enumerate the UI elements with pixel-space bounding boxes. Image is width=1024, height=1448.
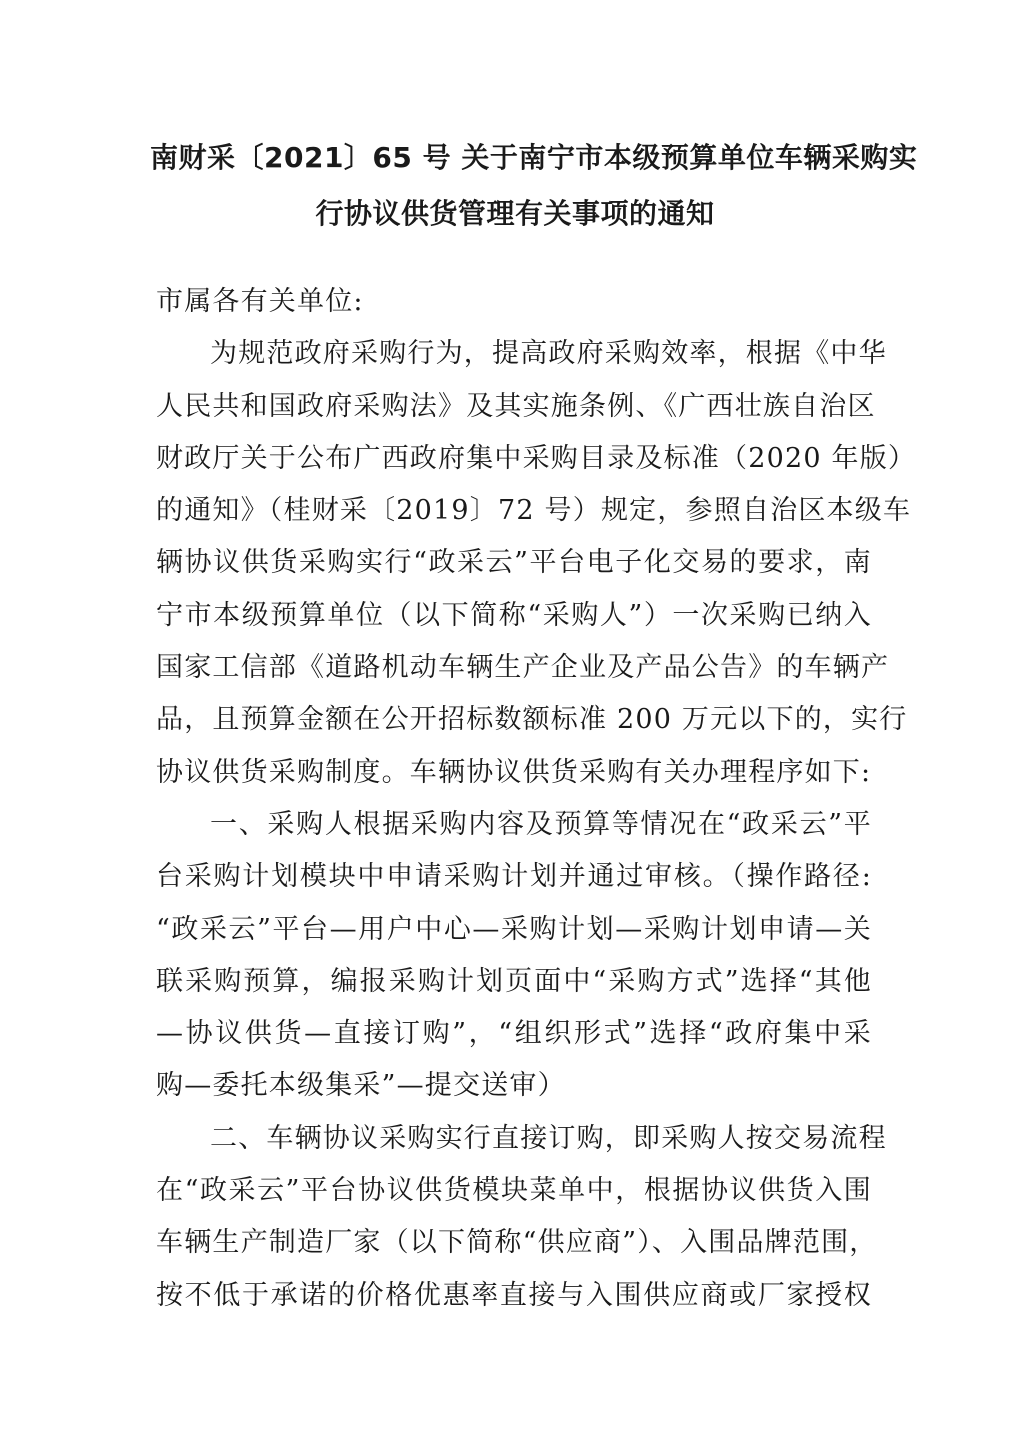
body-line: 人民共和国政府采购法》及其实施条例、《广西壮族自治区: [156, 390, 876, 422]
body-line: —协议供货—直接订购”，“组织形式”选择“政府集中采: [156, 1018, 872, 1050]
body-line: 台采购计划模块中申请采购计划并通过审核。（操作路径:: [156, 861, 872, 893]
title-line: 行协议供货管理有关事项的通知: [315, 197, 715, 230]
body-line: 车辆生产制造厂家（以下简称“供应商”）、入围品牌范围，: [156, 1227, 878, 1259]
salutation: 市属各有关单位:: [156, 286, 364, 317]
body-line: 购—委托本级集采”—提交送审）: [156, 1070, 566, 1102]
body-line: 联采购预算，编报采购计划页面中“采购方式”选择“其他: [156, 965, 872, 997]
title-line: 南财采〔2021〕65 号 关于南宁市本级预算单位车辆采购实: [150, 141, 918, 174]
body-line: 协议供货采购制度。车辆协议供货采购有关办理程序如下:: [156, 756, 872, 788]
body-line: 的通知》（桂财采〔2019〕72 号）规定，参照自治区本级车: [156, 495, 912, 527]
body-line: 国家工信部《道路机动车辆生产企业及产品公告》的车辆产: [156, 652, 890, 684]
body-line: 按不低于承诺的价格优惠率直接与入围供应商或厂家授权: [156, 1279, 872, 1311]
document-body: [156, 276, 917, 1322]
body-line: 在“政采云”平台协议供货模块菜单中，根据协议供货入围: [156, 1175, 872, 1207]
body-line: “政采云”平台—用户中心—采购计划—采购计划申请—关: [156, 913, 872, 945]
body-line: 宁市本级预算单位（以下简称“采购人”）一次采购已纳入: [156, 599, 872, 631]
document-title: [150, 130, 918, 242]
body-line: 品，且预算金额在公开招标数额标准 200 万元以下的，实行: [156, 704, 908, 736]
body-line: 二、车辆协议采购实行直接订购，即采购人按交易流程: [210, 1122, 887, 1154]
body-line: 财政厅关于公布广西政府集中采购目录及标准（2020 年版）: [156, 442, 917, 474]
body-line: 辆协议供货采购实行“政采云”平台电子化交易的要求，南: [156, 547, 872, 579]
body-line: 为规范政府采购行为，提高政府采购效率，根据《中华: [210, 338, 887, 370]
body-line: 一、采购人根据采购内容及预算等情况在“政采云”平: [210, 808, 872, 840]
